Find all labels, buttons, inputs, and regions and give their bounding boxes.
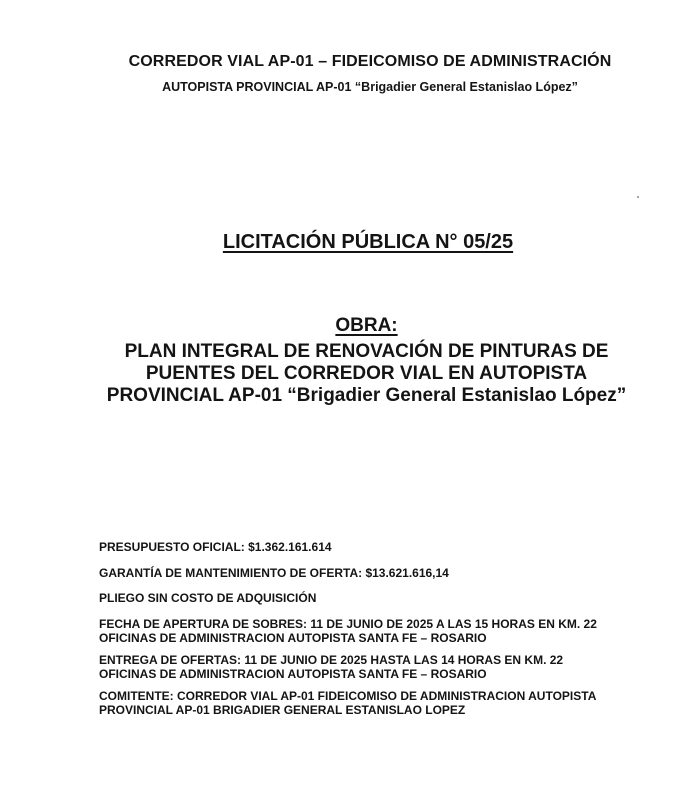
comitente-line-1: COMITENTE: CORREDOR VIAL AP-01 FIDEICOMISO DE ADMINISTRACION AUTOPISTA: [99, 688, 597, 703]
entrega-ofertas: [99, 653, 597, 682]
obra-label: OBRA:: [335, 315, 398, 336]
garantia-mantenimiento: GARANTÍA DE MANTENIMIENTO DE OFERTA: $13.621.616,14: [99, 565, 449, 580]
header-highway: AUTOPISTA PROVINCIAL AP-01 “Brigadier General Estanislao López”: [162, 80, 578, 94]
obra-line-3: PROVINCIAL AP-01 “Brigadier General Estanislao López”: [106, 385, 627, 406]
fecha-apertura-line-1: FECHA DE APERTURA DE SOBRES: 11 DE JUNIO DE 2025 A LAS 15 HORAS EN KM. 22: [99, 616, 597, 631]
comitente-line-2: PROVINCIAL AP-01 BRIGADIER GENERAL ESTANISLAO LOPEZ: [99, 703, 466, 717]
fecha-apertura: [99, 617, 597, 646]
obra-description: [0, 341, 691, 407]
scan-speck: [637, 196, 639, 198]
presupuesto-oficial: PRESUPUESTO OFICIAL: $1.362.161.614: [99, 540, 332, 554]
obra-line-1: PLAN INTEGRAL DE RENOVACIÓN DE PINTURAS DE: [124, 341, 609, 362]
comitente: [99, 689, 597, 718]
entrega-ofertas-line-2: OFICINAS DE ADMINISTRACION AUTOPISTA SANTA FE – ROSARIO: [99, 667, 487, 681]
obra-line-2: PUENTES DEL CORREDOR VIAL EN AUTOPISTA: [145, 363, 588, 384]
fecha-apertura-line-2: OFICINAS DE ADMINISTRACION AUTOPISTA SANTA FE – ROSARIO: [99, 631, 487, 645]
tender-title: LICITACIÓN PÚBLICA N° 05/25: [222, 231, 514, 253]
entrega-ofertas-line-1: ENTREGA DE OFERTAS: 11 DE JUNIO DE 2025 HASTA LAS 14 HORAS EN KM. 22: [99, 652, 564, 667]
header-organization: CORREDOR VIAL AP-01 – FIDEICOMISO DE ADMINISTRACIÓN: [128, 53, 612, 70]
tender-details: [99, 540, 597, 725]
pliego-costo: PLIEGO SIN COSTO DE ADQUISICIÓN: [99, 591, 317, 605]
